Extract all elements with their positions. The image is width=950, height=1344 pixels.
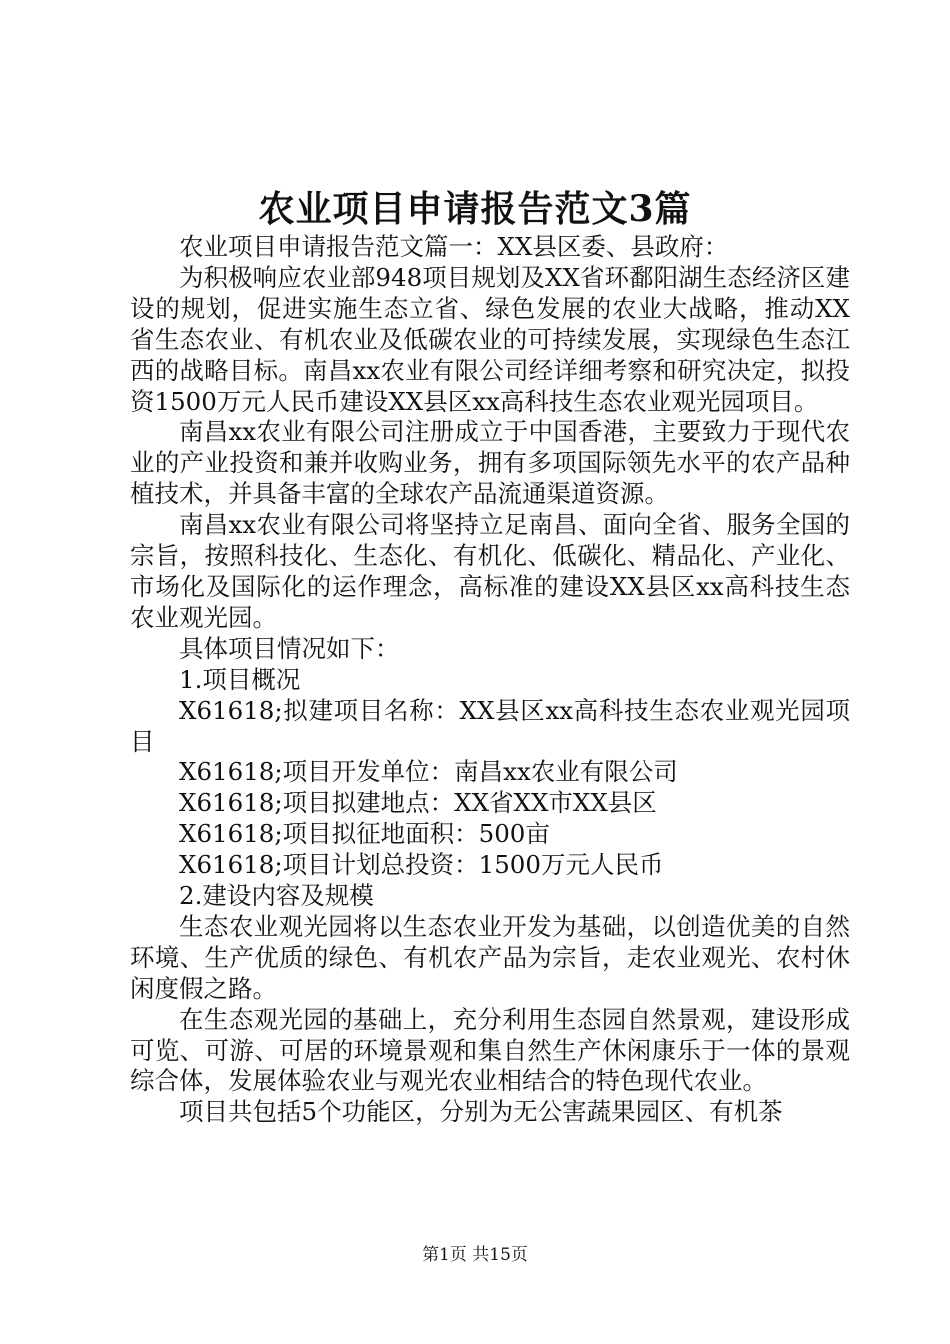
paragraph: 为积极响应农业部948项目规划及XX省环鄱阳湖生态经济区建设的规划，促进实施生态立省、绿色发展的农业大战略，推动XX省生态农业、有机农业及低碳农业的可持续发展，实现绿色生态江西的战略目标。南昌xx农业有限公司经详细考察和研究决定，拟投资1500万元人民币建设XX县区xx高科技生态农业观光园项目。: [130, 262, 850, 416]
list-item: X61618;项目拟建地点：XX省XX市XX县区: [179, 788, 657, 818]
paragraph: 在生态观光园的基础上，充分利用生态园自然景观，建设形成可览、可游、可居的环境景观和集自然生产休闲康乐于一体的景观综合体，发展体验农业与观光农业相结合的特色现代农业。: [130, 1004, 850, 1096]
list-item: X61618;项目计划总投资：1500万元人民币: [179, 850, 664, 880]
section-heading: 2.建设内容及规模: [179, 881, 374, 911]
paragraph: 南昌xx农业有限公司将坚持立足南昌、面向全省、服务全国的宗旨，按照科技化、生态化、有机化、低碳化、精品化、产业化、市场化及国际化的运作理念，高标准的建设XX县区xx高科技生态农业观光园。: [130, 510, 850, 632]
page-footer: 第1页 共15页: [422, 1245, 528, 1265]
paragraph: 项目共包括5个功能区，分别为无公害蔬果园区、有机茶: [179, 1097, 783, 1127]
list-item: X61618;项目开发单位：南昌xx农业有限公司: [179, 757, 678, 787]
paragraph: 农业项目申请报告范文篇一：XX县区委、县政府：: [179, 232, 729, 261]
document-title: 农业项目申请报告范文3篇: [258, 188, 692, 230]
list-item: X61618;项目拟征地面积：500亩: [179, 819, 550, 849]
paragraph: 具体项目情况如下：: [179, 633, 400, 663]
paragraph: 生态农业观光园将以生态农业开发为基础，以创造优美的自然环境、生产优质的绿色、有机农产品为宗旨，走农业观光、农村休闲度假之路。: [130, 911, 850, 1003]
document-body: [130, 232, 850, 1128]
paragraph: 南昌xx农业有限公司注册成立于中国香港，主要致力于现代农业的产业投资和兼并收购业务，拥有多项国际领先水平的农产品种植技术，并具备丰富的全球农产品流通渠道资源。: [130, 417, 850, 509]
section-heading: 1.项目概况: [179, 664, 301, 694]
list-item: X61618;拟建项目名称：XX县区xx高科技生态农业观光园项目: [130, 695, 850, 756]
